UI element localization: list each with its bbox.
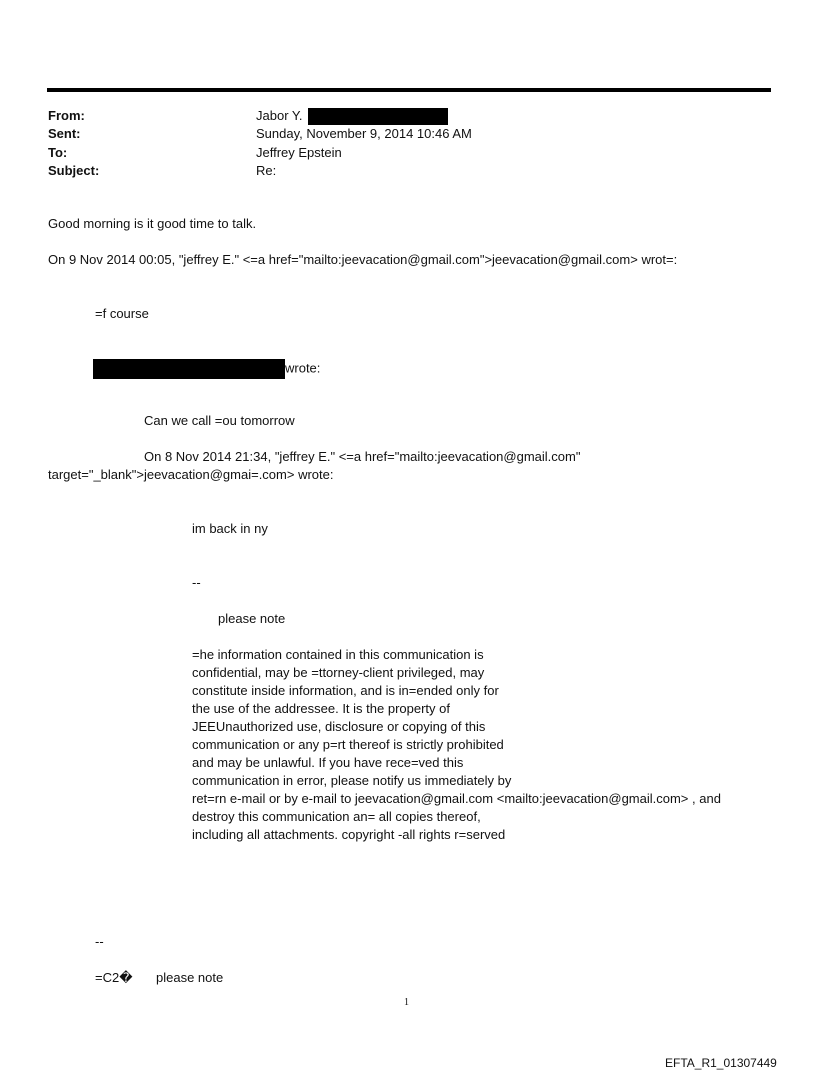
reply-text-1: =f course	[95, 306, 149, 321]
from-label: From:	[48, 108, 85, 123]
please-note-1: please note	[218, 611, 286, 626]
redacted-sender-line	[93, 359, 320, 379]
quote-header-2b: target="_blank">jeevacation@gmai=.com> wrote:	[48, 467, 334, 482]
redaction-box	[308, 108, 448, 125]
disclaimer-line-7: and may be unlawful. If you have rece=ved this	[192, 755, 464, 770]
wrote-text: wrote:	[285, 360, 321, 376]
disclaimer-line-3: constitute inside information, and is in=ended only for	[192, 683, 499, 698]
signature-separator-2: --	[95, 934, 104, 949]
from-value	[256, 108, 448, 125]
reply-text-3: im back in ny	[192, 521, 268, 536]
reply-text-2: Can we call =ou tomorrow	[144, 413, 295, 428]
signature-separator-1: --	[192, 575, 201, 590]
disclaimer-line-1: =he information contained in this communication is	[192, 647, 484, 662]
body-greeting: Good morning is it good time to talk.	[48, 216, 257, 231]
redaction-box	[93, 359, 285, 379]
disclaimer-line-10: destroy this communication an= all copies thereof,	[192, 809, 481, 824]
sent-value: Sunday, November 9, 2014 10:46 AM	[256, 126, 472, 141]
disclaimer-line-6: communication or any p=rt thereof is strictly prohibited	[192, 737, 504, 752]
please-note-2: please note	[156, 970, 224, 985]
disclaimer-line-8: communication in error, please notify us immediately by	[192, 773, 512, 788]
disclaimer-line-4: the use of the addressee. It is the property of	[192, 701, 450, 716]
to-label: To:	[48, 145, 68, 160]
to-value: Jeffrey Epstein	[256, 145, 342, 160]
document-id: EFTA_R1_01307449	[665, 1056, 777, 1070]
header-rule	[47, 88, 771, 92]
subject-value: Re:	[256, 163, 277, 178]
disclaimer-line-5: JEEUnauthorized use, disclosure or copying of this	[192, 719, 486, 734]
sent-label: Sent:	[48, 126, 81, 141]
disclaimer-line-11: including all attachments. copyright -all rights r=served	[192, 827, 506, 842]
encoded-prefix: =C2�	[95, 970, 133, 985]
quote-header-2a: On 8 Nov 2014 21:34, "jeffrey E." <=a href="mailto:jeevacation@gmail.com"	[144, 449, 581, 464]
disclaimer-line-9: ret=rn e-mail or by e-mail to jeevacation@gmail.com <mailto:jeevacation@gmail.com> , and	[192, 791, 721, 806]
from-name: Jabor Y.	[256, 108, 303, 123]
quote-header-1: On 9 Nov 2014 00:05, "jeffrey E." <=a href="mailto:jeevacation@gmail.com">jeevacation@gmail.com> wrot=:	[48, 252, 678, 267]
page-number: 1	[404, 997, 409, 1008]
disclaimer-line-2: confidential, may be =ttorney-client privileged, may	[192, 665, 485, 680]
subject-label: Subject:	[48, 163, 100, 178]
